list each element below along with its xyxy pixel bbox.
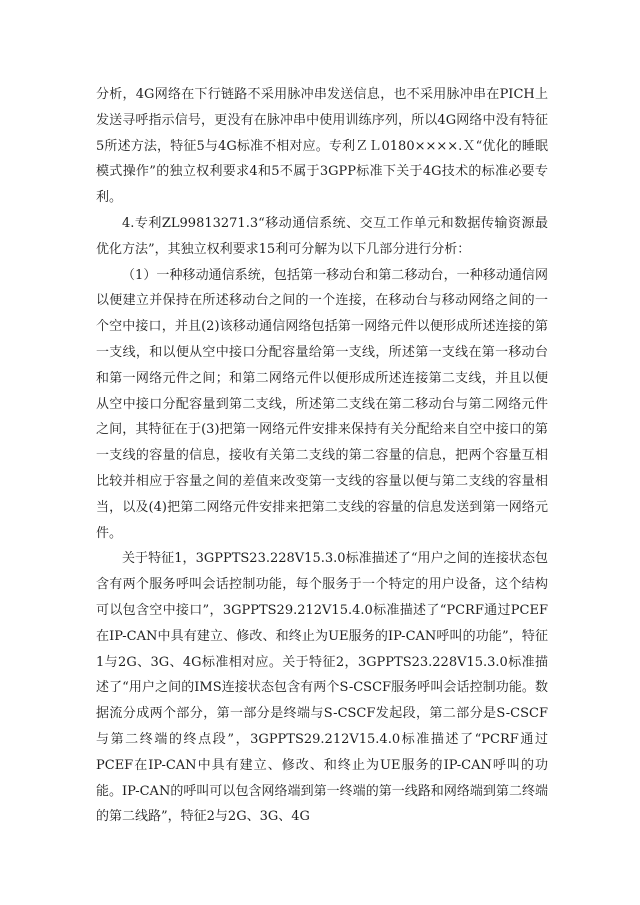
paragraph-patent-4: 4.专利ZL99813271.3“移动通信系统、交互工作单元和数据传输资源最优化方法”，其独立权利要求15利可分解为以下几部分进行分析： (96, 215, 548, 257)
paragraph-continuation: 分析，4G网络在下行链路不采用脉冲串发送信息，也不采用脉冲串在PICH上发送寻呼指示信号，更没有在脉冲串中使用训练序列，所以4G网络中没有特征5所述方法，特征5与4G标准不相对应。专利ＺＬ0180××××.Ｘ“优化的睡眠模式操作”的独立权利要求4和5不属于3GPP标准下关于4G技术的标准必要专利。 (96, 87, 548, 206)
paragraph-feature-analysis: 关于特征1，3GPPTS23.228V15.3.0标准描述了“用户之间的连接状态包含有两个服务呼叫会话控制功能，每个服务于一个特定的用户设备，这个结构可以包含空中接口”，3GPPTS29.212V15.4.0标准描述了“PCRF通过PCEF在IP-CAN中具有建立、修改、和终止为UE服务的IP-CAN呼叫的功能”，特征1与2G、3G、4G标准相对应。关于特征2，3GPPTS23.228V15.3.0标准描述了“用户之间的IMS连接状态包含有两个S-CSCF服务呼叫会话控制功能。数据流分成两个部分，第一部分是终端与S-CSCF发起段，第二部分是S-CSCF与第二终端的终点段”，3GPPTS29.212V15.4.0标准描述了“PCRF通过PCEF在IP-CAN中具有建立、修改、和终止为UE服务的IP-CAN呼叫的功能。IP-CAN的呼叫可以包含网络端到第一终端的第一线路和网络端到第二终端的第二线路”，特征2与2G、3G、4G (96, 551, 548, 825)
paragraph-claim-features: （1）一种移动通信系统，包括第一移动台和第二移动台，一种移动通信网以便建立并保持在所述移动台之间的一个连接，在移动台与移动网络之间的一个空中接口，并且(2)该移动通信网络包括第一网络元件以便形成所述连接的第一支线，和以便从空中接口分配容量给第一支线，所述第一支线在第一移动台和第一网络元件之间；和第二网络元件以便形成所述连接第二支线，并且以便从空中接口分配容量到第二支线，所述第二支线在第二移动台与第二网络元件之间，其特征在于(3)把第一网络元件安排来保持有关分配给来自空中接口的第一支线的容量的信息，接收有关第二支线的第二容量的信息，把两个容量互相比较并相应于容量之间的差值来改变第一支线的容量以便与第二支线的容量相当，以及(4)把第二网络元件安排来把第二支线的容量的信息发送到第一网络元件。 (96, 267, 548, 541)
document-body (96, 82, 548, 830)
